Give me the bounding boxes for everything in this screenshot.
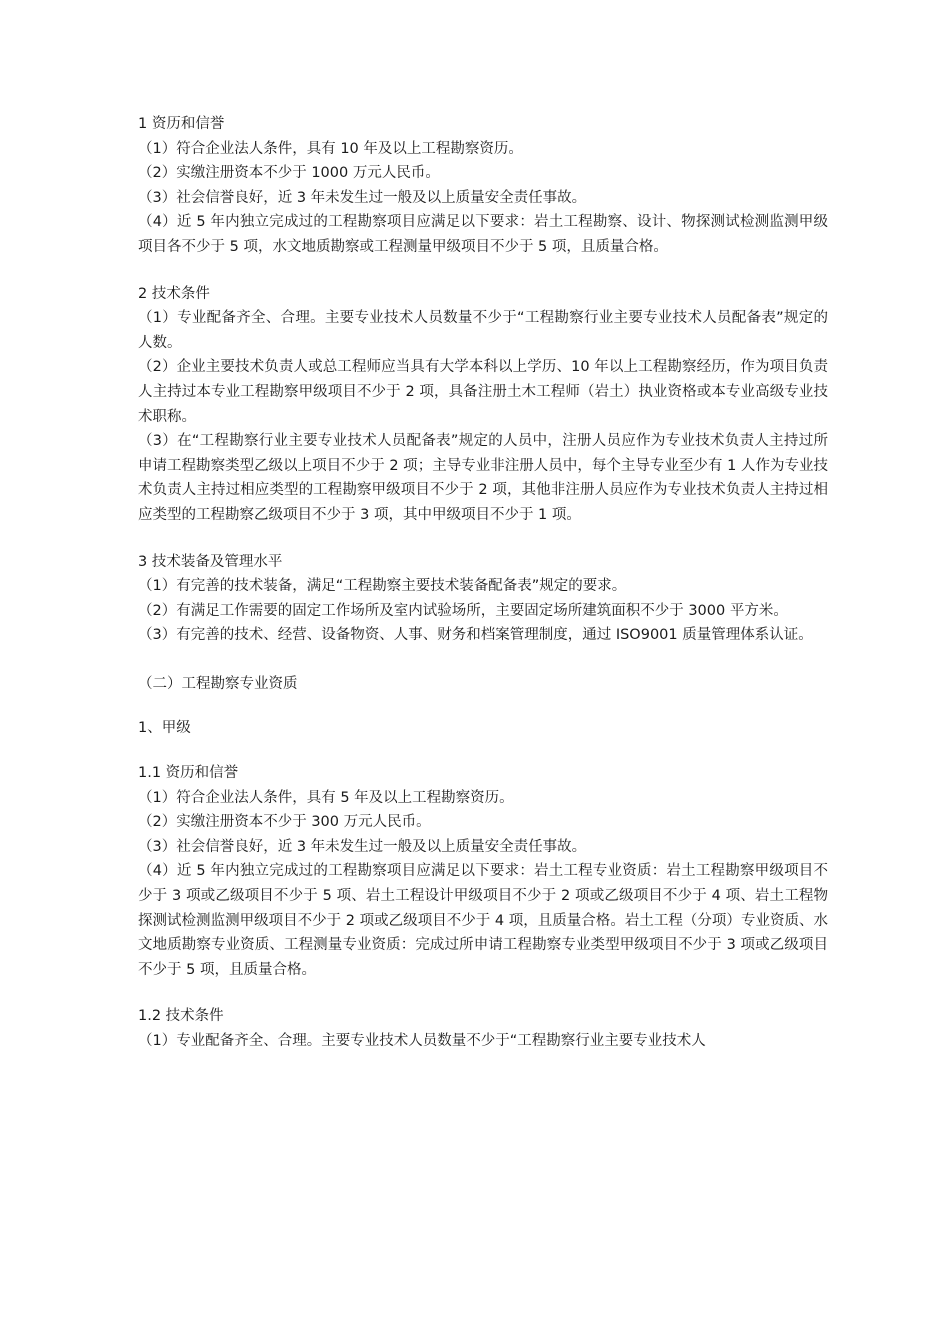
section-1-2-item-1: （1）专业配备齐全、合理。主要专业技术人员数量不少于“工程勘察行业主要专业技术人 [138, 1033, 706, 1049]
section-3-item-1: （1）有完善的技术装备，满足“工程勘察主要技术装备配备表”规定的要求。 [138, 578, 627, 595]
section-1-1-heading: 1.1 资历和信誉 [138, 765, 239, 782]
section-1-item-3: （3）社会信誉良好，近 3 年未发生过一般及以上质量安全责任事故。 [138, 189, 587, 206]
section-1-heading: 1 资历和信誉 [138, 116, 225, 132]
section-3-item-3: （3）有完善的技术、经营、设备物资、人事、财务和档案管理制度，通过 ISO9001 质量管理体系认证。 [138, 627, 813, 644]
section-1-item-1: （1）符合企业法人条件，具有 10 年及以上工程勘察资历。 [138, 140, 523, 157]
section-2-item-2: （2）企业主要技术负责人或总工程师应当具有大学本科以上学历、10 年以上工程勘察经历，作为项目负责人主持过本专业工程勘察甲级项目不少于 2 项，具备注册土木工程师（岩土）执业资格或本专业高级专业技术职称。 [138, 359, 828, 425]
section-1-1-item-3: （3）社会信誉良好，近 3 年未发生过一般及以上质量安全责任事故。 [138, 838, 587, 855]
section-3-item-2: （2）有满足工作需要的固定工作场所及室内试验场所，主要固定场所建筑面积不少于 3000 平方米。 [138, 602, 788, 619]
grade-heading: 1、甲级 [138, 720, 191, 737]
section-2-item-1: （1）专业配备齐全、合理。主要专业技术人员数量不少于“工程勘察行业主要专业技术人员配备表”规定的人数。 [138, 310, 828, 351]
section-1-item-2: （2）实缴注册资本不少于 1000 万元人民币。 [138, 165, 440, 182]
section-1-item-4: （4）近 5 年内独立完成过的工程勘察项目应满足以下要求：岩土工程勘察、设计、物探测试检测监测甲级项目各不少于 5 项，水文地质勘察或工程测量甲级项目不少于 5 项，且质量合格。 [138, 214, 828, 255]
section-1-1-item-2: （2）实缴注册资本不少于 300 万元人民币。 [138, 814, 431, 831]
section-1-1-item-1: （1）符合企业法人条件，具有 5 年及以上工程勘察资历。 [138, 789, 514, 806]
section-1-2-heading: 1.2 技术条件 [138, 1008, 224, 1025]
part-2-heading: （二）工程勘察专业资质 [138, 675, 298, 692]
document-body [138, 112, 828, 1054]
section-2-item-3: （3）在“工程勘察行业主要专业技术人员配备表”规定的人员中，注册人员应作为专业技术负责人主持过所申请工程勘察类型乙级以上项目不少于 2 项；主导专业非注册人员中，每个主导专业至少有 1 人作为专业技术负责人主持过相应类型的工程勘察甲级项目不少于 2 项，其他非注册人员应作为专业技术负责人主持过相应类型的工程勘察乙级项目不少于 3 项，其中甲级项目不少于 1 项。 [138, 433, 828, 523]
section-3-heading: 3 技术装备及管理水平 [138, 553, 283, 570]
section-2-heading: 2 技术条件 [138, 285, 210, 302]
section-1-1-item-4: （4）近 5 年内独立完成过的工程勘察项目应满足以下要求：岩土工程专业资质：岩土工程勘察甲级项目不少于 3 项或乙级项目不少于 5 项、岩土工程设计甲级项目不少于 2 项或乙级项目不少于 4 项、岩土工程物探测试检测监测甲级项目不少于 2 项或乙级项目不少于 4 项，且质量合格。岩土工程（分项）专业资质、水文地质勘察专业资质、工程测量专业资质：完成过所申请工程勘察专业类型甲级项目不少于 3 项或乙级项目不少于 5 项，且质量合格。 [138, 863, 828, 978]
